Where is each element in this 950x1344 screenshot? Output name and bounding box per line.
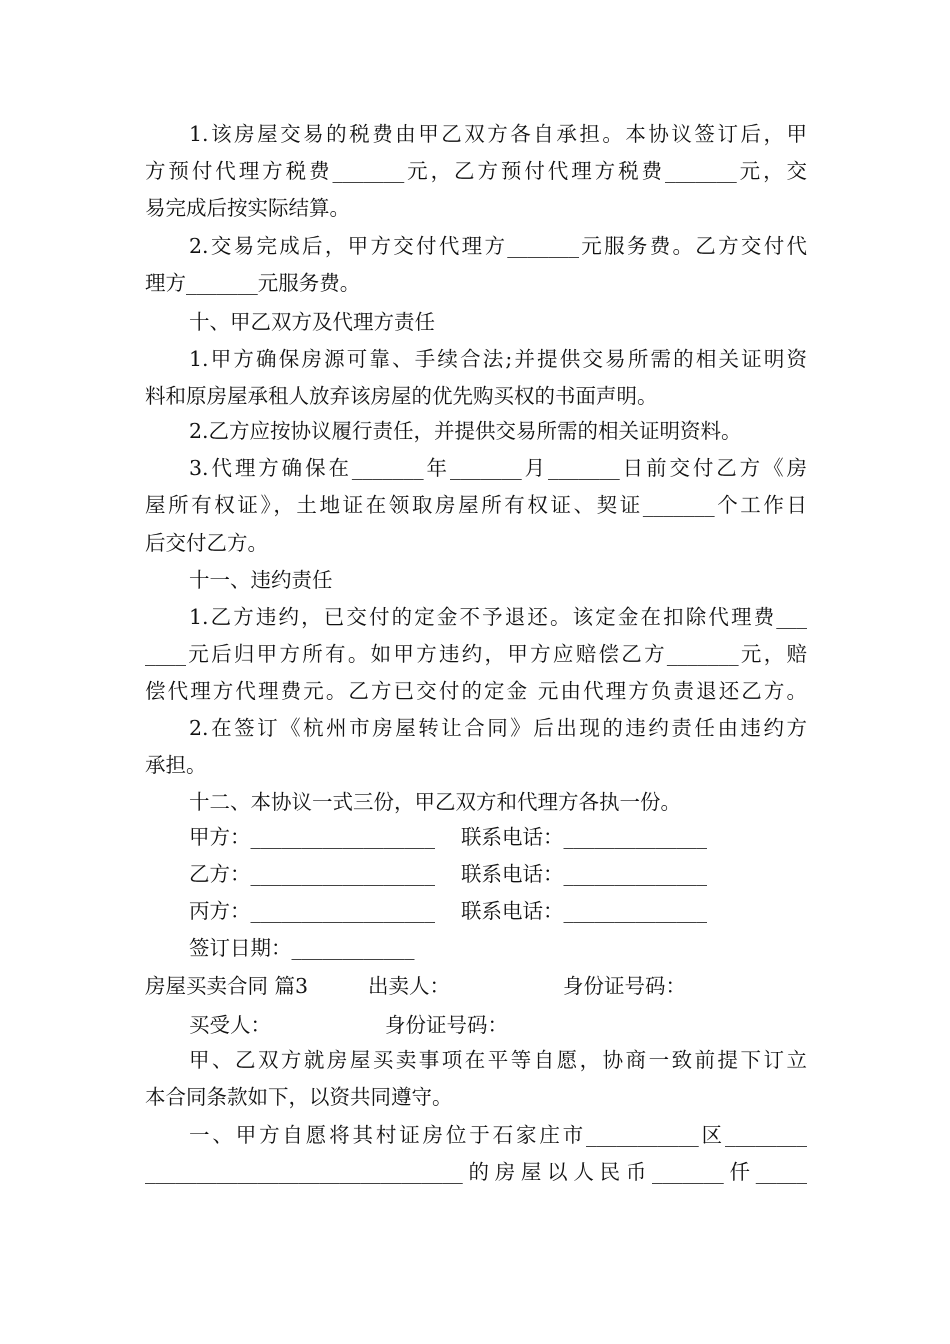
paragraph-line: _______________________________的房屋以人民币_______仟_____	[145, 1160, 807, 1184]
signature-phone-a: 联系电话：______________	[461, 825, 707, 849]
signature-phone-b: 联系电话：______________	[461, 862, 707, 886]
paragraph-line: 1.该房屋交易的税费由甲乙双方各自承担。本协议签订后，甲	[189, 122, 807, 146]
paragraph-line: 2.乙方应按协议履行责任，并提供交易所需的相关证明资料。	[189, 419, 742, 443]
paragraph-line: 2.交易完成后，甲方交付代理方_______元服务费。乙方交付代	[189, 234, 807, 258]
signature-phone-c: 联系电话：______________	[461, 899, 707, 923]
paragraph-line: 屋所有权证》，土地证在领取房屋所有权证、契证_______个工作日	[145, 493, 807, 517]
paragraph-line: ____元后归甲方所有。如甲方违约，甲方应赔偿乙方_______元，赔	[145, 642, 807, 666]
paragraph-line: 理方_______元服务费。	[145, 271, 361, 295]
paragraph-line: 料和原房屋承租人放弃该房屋的优先购买权的书面声明。	[145, 384, 658, 408]
paragraph-line: 承担。	[145, 753, 207, 777]
paragraph-line: 后交付乙方。	[145, 531, 268, 555]
contract-title: 房屋买卖合同 篇3	[145, 974, 309, 998]
paragraph-line: 偿代理方代理费元。乙方已交付的定金 元由代理方负责退还乙方。	[145, 679, 807, 703]
section-heading: 十、甲乙双方及代理方责任	[189, 310, 435, 334]
paragraph-line: 甲、乙双方就房屋买卖事项在平等自愿，协商一致前提下订立	[189, 1048, 807, 1072]
signature-party-c: 丙方：__________________	[189, 899, 435, 923]
paragraph-line: 1.甲方确保房源可靠、手续合法;并提供交易所需的相关证明资	[189, 347, 807, 371]
signature-party-a: 甲方：__________________	[189, 825, 435, 849]
seller-id-label: 身份证号码：	[563, 974, 686, 998]
paragraph-line: 本合同条款如下，以资共同遵守。	[145, 1085, 453, 1109]
paragraph-line: 方预付代理方税费_______元，乙方预付代理方税费_______元，交	[145, 159, 807, 183]
section-heading: 十一、违约责任	[189, 568, 333, 592]
paragraph-line: 1.乙方违约，已交付的定金不予退还。该定金在扣除代理费___	[189, 605, 807, 629]
paragraph-line: 易完成后按实际结算。	[145, 196, 350, 220]
seller-label: 出卖人：	[368, 974, 450, 998]
buyer-id-label: 身份证号码：	[385, 1013, 508, 1037]
paragraph-line: 一、甲方自愿将其村证房位于石家庄市___________区________	[189, 1123, 807, 1147]
paragraph-line: 3.代理方确保在_______年_______月_______日前交付乙方《房	[189, 456, 807, 480]
sign-date: 签订日期：____________	[189, 936, 415, 960]
signature-party-b: 乙方：__________________	[189, 862, 435, 886]
paragraph-line: 2.在签订《杭州市房屋转让合同》后出现的违约责任由违约方	[189, 716, 807, 740]
section-heading: 十二、本协议一式三份，甲乙双方和代理方各执一份。	[189, 790, 681, 814]
buyer-label: 买受人：	[189, 1013, 271, 1037]
